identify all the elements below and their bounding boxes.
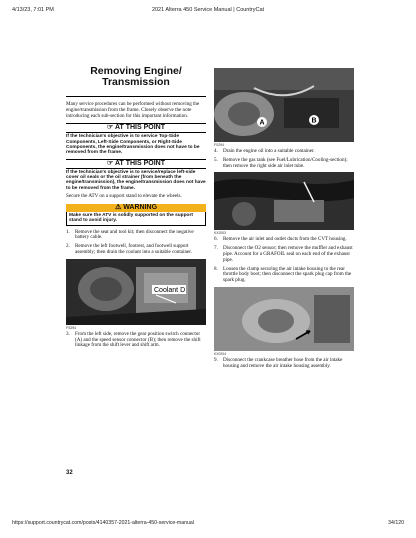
print-url: https://support.countrycat.com/posts/4140357-2021-alterra-450-service-manual — [12, 520, 194, 526]
photo-caption: FS294 — [214, 143, 224, 147]
callout-a: A — [259, 119, 265, 127]
at-this-point-header-1: ☞ AT THIS POINT — [66, 123, 206, 133]
title-rule — [66, 96, 206, 97]
hand-pointer-icon: ☞ — [106, 159, 115, 167]
right-column — [214, 66, 354, 373]
steps-list-right-1 — [214, 149, 354, 169]
photo-air-intake-housing — [214, 287, 354, 351]
warning-triangle-icon: ⚠ — [114, 204, 124, 212]
callout-b: B — [311, 117, 317, 125]
list-item: 9. Disconnect the crankcase breather hose from the air intake housing and remove the air intake housing assembly. — [214, 356, 343, 369]
steps-list-left-2 — [66, 332, 206, 349]
steps-list-left — [66, 230, 206, 256]
print-page-count: 34/120 — [388, 520, 404, 526]
list-item: 5. Remove the gas tank (see Fuel/Lubrication/Cooling-section); then remove the right side air inlet tube. — [214, 156, 348, 169]
intro-paragraph: Many service procedures can be performed without removing the engine/transmission from the frame. Closely observe the note introducing each sub-section for this important information. — [66, 101, 200, 119]
list-item: 4. Drain the engine oil into a suitable container. — [214, 148, 315, 154]
warning-header: ⚠ WARNING — [66, 204, 206, 212]
at-this-point-note-1: If the technician's objective is to service Top-Side Components, Left-Side Components, or Right-Side Components, the engine/transmission does not have to be removed from the frame. — [66, 134, 200, 156]
steps-list-right-3 — [214, 358, 354, 370]
list-item: 2. Remove the left footwell, footrest, and footwell support assembly; then drain the coolant into a suitable container. — [66, 243, 192, 256]
steps-list-right-2 — [214, 237, 354, 284]
photo-air-inlet — [214, 172, 354, 230]
at-this-point-header-2: ☞ AT THIS POINT — [66, 159, 206, 169]
list-item: 1. Remove the seat and tool kit; then disconnect the negative battery cable. — [66, 228, 194, 241]
hand-pointer-icon: ☞ — [106, 124, 115, 132]
warning-text: Make sure the ATV is solidly supported on the support stand to avoid injury. — [66, 212, 206, 226]
photo-caption: FS294 — [66, 325, 76, 330]
secure-atv-text: Secure the ATV on a support stand to elevate the wheels. — [66, 193, 182, 200]
print-datetime: 4/13/23, 7:01 PM — [12, 7, 54, 13]
photo-coolant-drain — [66, 259, 206, 325]
list-item: 8. Loosen the clamp securing the air intake housing to the rear throttle body boot; then disconnect the spark plug cap from the spark plug. — [214, 265, 352, 284]
page-number: 32 — [66, 470, 73, 476]
list-item: 7. Disconnect the O2 sensor; then remove the muffler and exhaust pipe. Account for a GRAFOIL seal on each end of the exhaust pipe. — [214, 245, 353, 263]
print-title: 2021 Alterra 450 Service Manual | CountryCat — [151, 7, 265, 13]
photo-connectors-ab — [214, 68, 354, 142]
title-line-2: Transmission — [102, 76, 170, 88]
title-line-1: Removing Engine/ — [90, 65, 182, 77]
photo-label-coolant: Coolant D — [154, 286, 186, 294]
left-column — [66, 66, 206, 352]
at-this-point-note-2: If the technician's objective is to service/replace left-side cover oil seals or the oil strainer (from beneath the engine/transmission), the engine/transmission does not have to be removed from the frame. — [66, 169, 206, 191]
photo-caption: KX2003 — [214, 231, 227, 236]
list-item: 6. Remove the air inlet and outlet ducts from the CVT housing. — [214, 236, 347, 243]
photo-caption: KX0204 — [214, 351, 227, 356]
section-title — [66, 66, 206, 88]
list-item: 3. From the left side, remove the gear position switch connector (A) and the speed sensor connector (B); then remove the shift linkage from the shift lever and shift arm. — [66, 330, 201, 349]
